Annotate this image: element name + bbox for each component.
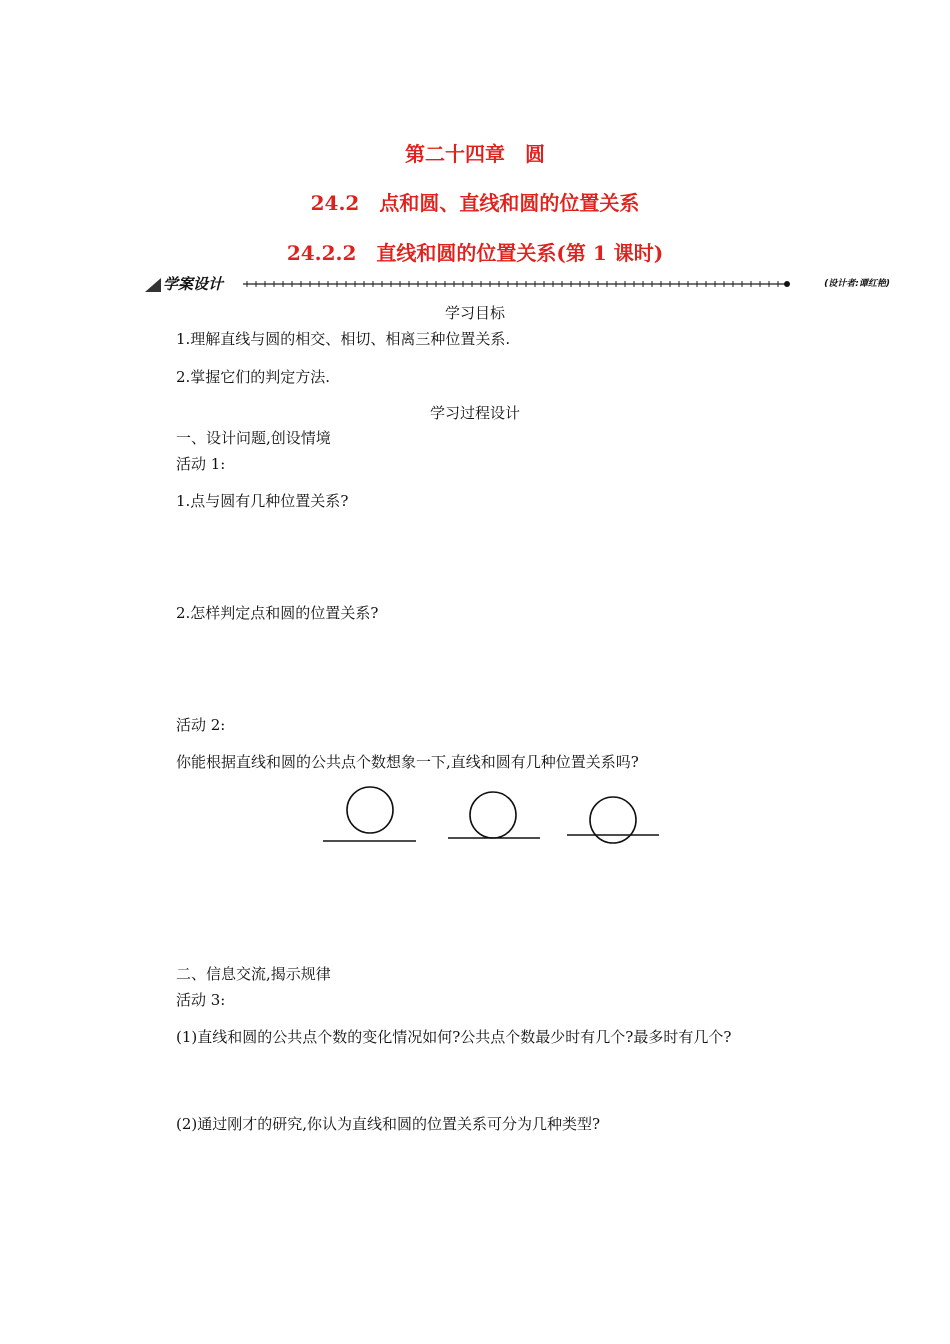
circle-separate — [347, 787, 393, 833]
figure-intersect — [567, 797, 659, 843]
banner-triangle-icon — [145, 278, 161, 292]
goal-item-1: 1.理解直线与圆的相交、相切、相离三种位置关系. — [176, 330, 511, 348]
activity-3-label: 活动 3: — [176, 991, 226, 1009]
question-2: 2.怎样判定点和圆的位置关系? — [176, 604, 379, 622]
question-5: (2)通过刚才的研究,你认为直线和圆的位置关系可分为几种类型? — [176, 1115, 601, 1133]
chapter-title: 第二十四章 圆 — [405, 142, 545, 166]
banner-label: 学案设计 — [163, 275, 224, 293]
subsection-title: 24.2.2 直线和圆的位置关系(第 1 课时) — [286, 241, 664, 265]
banner-credit: (设计者:谭红艳) — [824, 279, 890, 289]
section-title: 24.2 点和圆、直线和圆的位置关系 — [310, 191, 640, 215]
circle-tangent — [470, 792, 516, 838]
circle-intersect — [590, 797, 636, 843]
activity-1-label: 活动 1: — [176, 455, 226, 473]
line-circle-figure — [320, 782, 665, 848]
activity-2-label: 活动 2: — [176, 716, 226, 734]
goals-heading: 学习目标 — [444, 304, 505, 322]
figure-separate — [323, 787, 416, 841]
question-3: 你能根据直线和圆的公共点个数想象一下,直线和圆有几种位置关系吗? — [176, 753, 639, 771]
question-4: (1)直线和圆的公共点个数的变化情况如何?公共点个数最少时有几个?最多时有几个? — [176, 1028, 732, 1046]
part-1-heading: 一、设计问题,创设情境 — [176, 429, 331, 447]
design-banner — [145, 274, 890, 294]
process-heading: 学习过程设计 — [429, 404, 520, 422]
part-2-heading: 二、信息交流,揭示规律 — [176, 965, 331, 983]
question-1: 1.点与圆有几种位置关系? — [176, 492, 349, 510]
figure-tangent — [448, 792, 540, 838]
goal-item-2: 2.掌握它们的判定方法. — [176, 368, 331, 386]
banner-dot-icon — [784, 281, 790, 287]
banner-decoration — [145, 274, 890, 294]
